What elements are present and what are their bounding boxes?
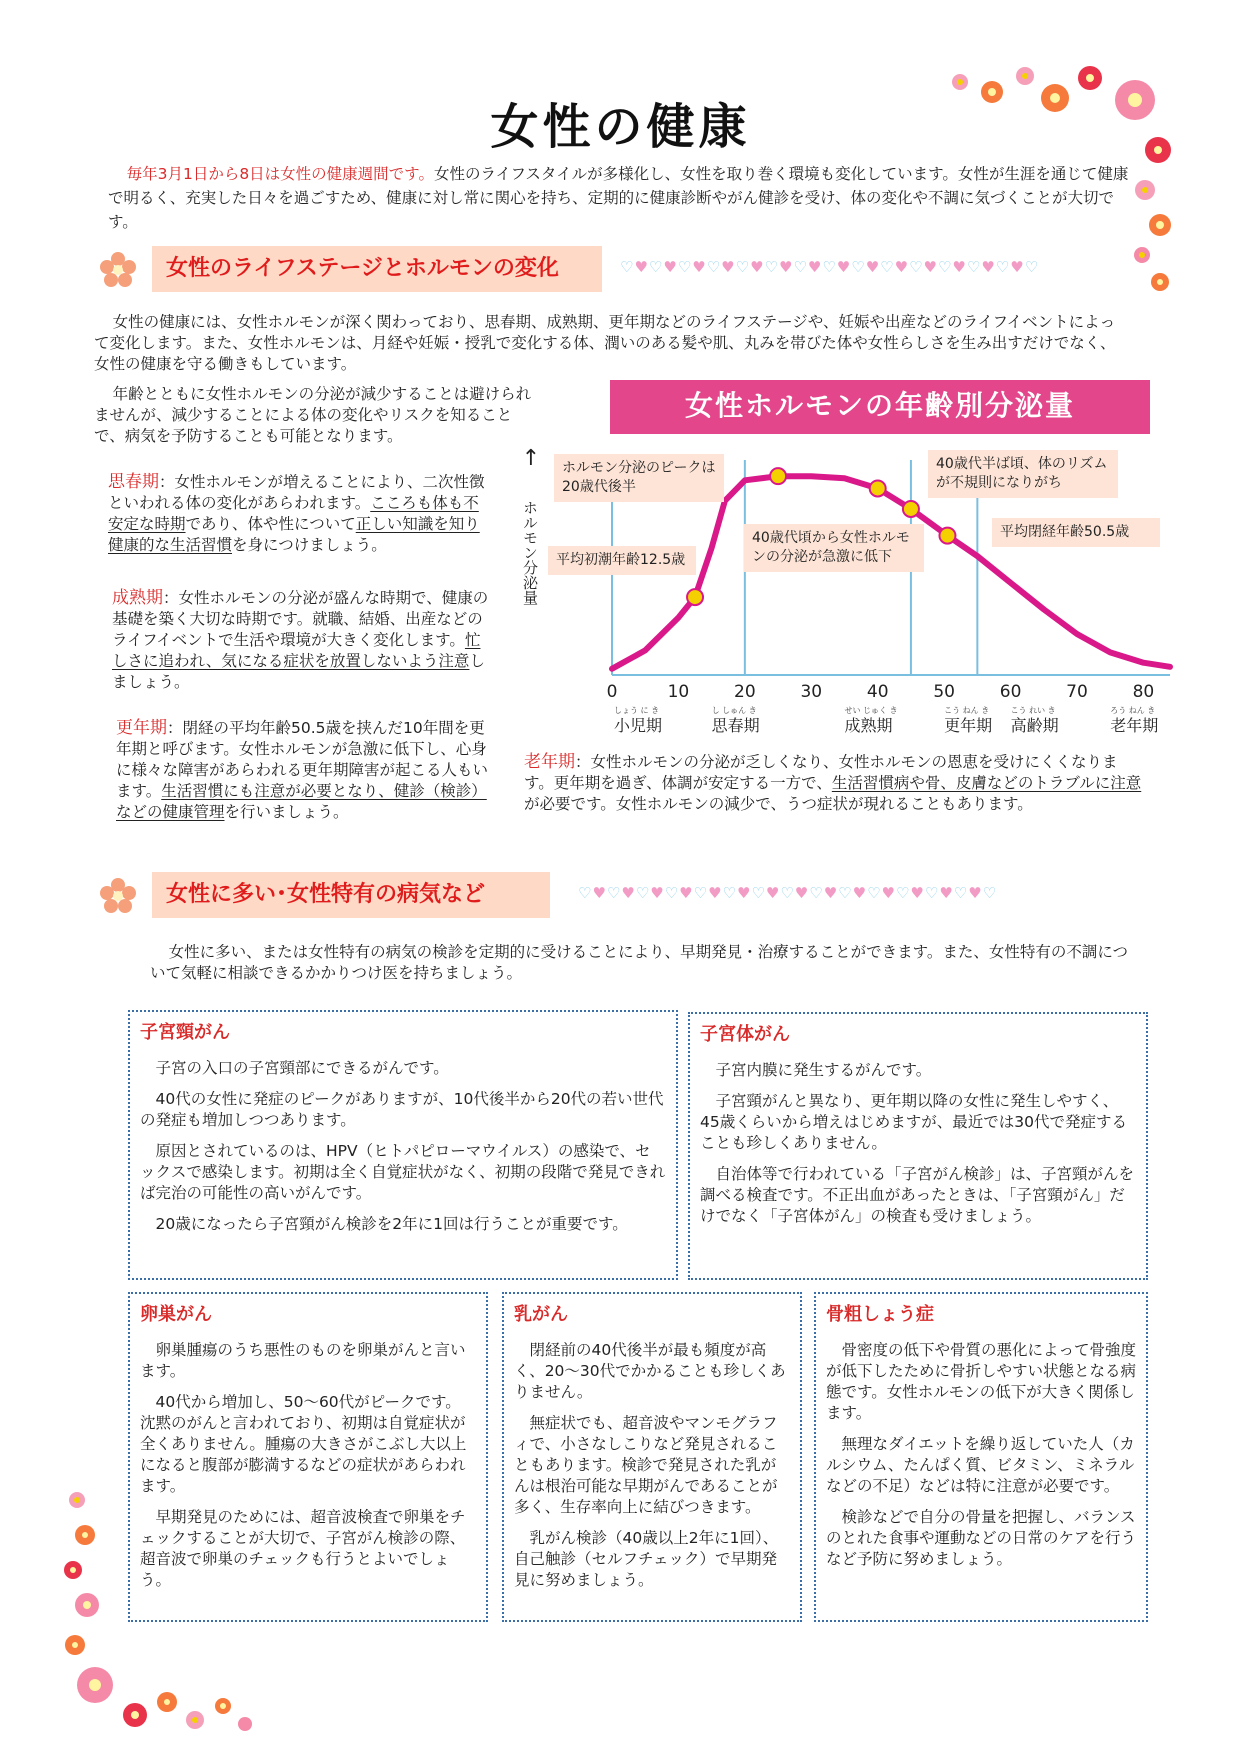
x-tick-label: 80 xyxy=(1132,682,1155,702)
senior-underline: 生活習慣病や骨、皮膚などのトラブルに注意 xyxy=(831,774,1142,792)
callout-peak: ホルモン分泌のピークは20歳代後半 xyxy=(554,454,724,502)
box-text: 自治体等で行われている「子宮がん検診」は、子宮頸がんを調べる検査です。不正出血があったときは、「子宮頸がん」だけでなく「子宮体がん」の検査も受けましょう。 xyxy=(700,1165,1135,1225)
section1-heading: 女性のライフステージとホルモンの変化 xyxy=(152,246,602,292)
intro-paragraph xyxy=(108,162,1138,234)
box-text: 20歳になったら子宮頸がん検診を2年に1回は行うことが重要です。 xyxy=(155,1215,628,1233)
stage-ruby: し しゅん き xyxy=(711,706,757,715)
menopause-paragraph xyxy=(116,718,490,823)
puberty-text: であり、体や性について xyxy=(185,515,356,533)
puberty-text: を身につけましょう。 xyxy=(232,536,387,554)
box-text: 子宮頸がんと異なり、更年期以降の女性に発生しやすく、45歳くらいから増えはじめますが、最近では30代で発症することも珍しくありません。 xyxy=(700,1092,1127,1152)
x-tick-label: 30 xyxy=(800,682,823,702)
menopause-underline: 生活習慣にも注意が必要となり、健診（検診）などの健康管理 xyxy=(116,782,487,821)
x-tick-label: 40 xyxy=(866,682,889,702)
puberty-term: 思春期 xyxy=(108,472,159,492)
section1-paragraph: 女性の健康には、女性ホルモンが深く関わっており、思春期、成熟期、更年期などのライフステージや、妊娠や出産などのライフイベントによって変化します。また、女性ホルモンは、月経や妊娠・授乳で変化する体、潤いのある髪や肌、丸みを帯びた体や女性らしさを生み出すだけでなく、女性の健康を守る働きもしています。 xyxy=(94,313,1116,373)
curve-marker xyxy=(903,501,919,517)
senior-term: 老年期 xyxy=(524,752,575,772)
curve-marker xyxy=(939,528,955,544)
stage-ruby: こう れい き xyxy=(1010,706,1056,715)
intro-text: 女性のライフスタイルが多様化し、女性を取り巻く環境も変化しています。女性が生涯を通じて健康で明るく、充実した日々を過ごすため、健康に対し常に関心を持ち、定期的に健康診断やがん健診を受け、体の変化や不調に気づくことが大切です。 xyxy=(108,165,1129,231)
page-title: 女性の健康 xyxy=(490,99,751,155)
curve-marker xyxy=(870,480,886,496)
menopause-text: を行いましょう。 xyxy=(224,803,349,821)
section1-flower-icon xyxy=(100,252,136,292)
chart-ylabel: ↑ ホルモン分泌量 xyxy=(521,446,541,605)
maturity-text: しましょう。 xyxy=(112,652,485,691)
box-text: 40代の女性に発症のピークがありますが、10代後半から20代の若い世代の発症も増加しつつあります。 xyxy=(140,1090,664,1129)
box-text: 無症状でも、超音波やマンモグラフィで、小さなしこりなど発見されることもあります。検診で発見された乳がんは根治可能な早期がんであることが多く、生存率向上に結びつきます。 xyxy=(514,1414,778,1516)
stage-ruby: しょう に き xyxy=(614,706,660,715)
maturity-text: ：女性ホルモンの分泌が盛んな時期で、健康の基礎を築く大切な時期です。就職、結婚、出産などのライフイベントで生活や環境が大きく変化します。 xyxy=(112,589,489,649)
box-text: 閉経前の40代後半が最も頻度が高く、20～30代でかかることも珍しくありません。 xyxy=(514,1341,786,1401)
chart-title-banner xyxy=(610,380,1150,434)
puberty-underline: こころも体も不安定な時期 xyxy=(108,494,479,533)
section2-heading: 女性に多い･女性特有の病気など xyxy=(152,872,550,918)
box-title: 骨粗しょう症 xyxy=(826,1304,934,1325)
curve-marker xyxy=(687,589,703,605)
chart-title: 女性ホルモンの年齢別分泌量 xyxy=(684,389,1075,422)
puberty-underline: 正しい知識を知り健康的な生活習慣 xyxy=(108,515,480,554)
x-tick-label: 0 xyxy=(606,682,618,702)
stage-label: 思春期 xyxy=(711,716,760,735)
section2-paragraph: 女性に多い、または女性特有の病気の検診を定期的に受けることにより、早期発見・治療することができます。また、女性特有の不調について気軽に相談できるかかりつけ医を持ちましょう。 xyxy=(150,943,1129,982)
chart-ylabel-text: ホルモン分泌量 xyxy=(521,500,539,605)
callout-decline: 40歳代頃から女性ホルモンの分泌が急激に低下 xyxy=(744,524,924,572)
box-title: 乳がん xyxy=(514,1304,568,1325)
box-text: 卵巣腫瘍のうち悪性のものを卵巣がんと言います。 xyxy=(140,1341,466,1380)
menopause-text: ：閉経の平均年齢50.5歳を挟んだ10年間を更年期と呼びます。女性ホルモンが急激に低下し、心身に様々な障害があらわれる更年期障害が起こる人もいます。 xyxy=(116,719,489,800)
intro-highlight: 毎年3月1日から8日は女性の健康週間です。 xyxy=(126,165,434,183)
callout-rhythm: 40歳代半ば頃、体のリズムが不規則になりがち xyxy=(928,450,1118,498)
stage-ruby: ろう ねん き xyxy=(1110,706,1156,715)
box-cervical-cancer xyxy=(128,1010,678,1280)
x-tick-label: 10 xyxy=(667,682,690,702)
puberty-paragraph xyxy=(108,472,493,556)
senior-text: ：女性ホルモンの分泌が乏しくなり、女性ホルモンの恩恵を受けにくくなります。更年期を過ぎ、体調が安定する一方で、 xyxy=(524,753,1118,792)
puberty-text: ：女性ホルモンが増えることにより、二次性徴といわれる体の変化があらわれます。 xyxy=(108,473,485,512)
box-text: 早期発見のためには、超音波検査で卵巣をチェックすることが大切で、子宮がん検診の際、超音波で卵巣のチェックも行うとよいでしょう。 xyxy=(140,1508,466,1589)
menopause-term: 更年期 xyxy=(116,718,167,738)
aging-paragraph: 年齢とともに女性ホルモンの分泌が減少することは避けられませんが、減少することによる体の変化やリスクを知ることで、病気を予防することも可能となります。 xyxy=(94,385,532,445)
box-title: 子宮頸がん xyxy=(140,1022,230,1043)
maturity-term: 成熟期 xyxy=(112,588,163,608)
x-tick-label: 70 xyxy=(1066,682,1088,702)
stage-ruby: こう ねん き xyxy=(944,706,990,715)
x-tick-label: 20 xyxy=(734,682,756,702)
heart-row-1: ♡♥♡♥♡♥♡♥♡♥♡♥♡♥♡♥♡♥♡♥♡♥♡♥♡♥♡♥♡ xyxy=(620,258,1040,276)
heart-row-2: ♡♥♡♥♡♥♡♥♡♥♡♥♡♥♡♥♡♥♡♥♡♥♡♥♡♥♡♥♡ xyxy=(578,884,998,902)
senior-paragraph xyxy=(524,752,1144,815)
box-text: 子宮内膜に発生するがんです。 xyxy=(715,1061,932,1079)
box-text: 子宮の入口の子宮頸部にできるがんです。 xyxy=(155,1059,449,1077)
stage-label: 高齢期 xyxy=(1010,716,1059,735)
stage-label: 更年期 xyxy=(944,716,993,735)
box-title: 卵巣がん xyxy=(140,1304,212,1325)
x-tick-label: 60 xyxy=(999,682,1022,702)
callout-menopause-age: 平均閉経年齢50.5歳 xyxy=(992,518,1160,547)
box-text: 検診などで自分の骨量を把握し、バランスのとれた食事や運動などの日常のケアを行うなど予防に努めましょう。 xyxy=(826,1508,1137,1568)
stage-ruby: せい じゅく き xyxy=(844,706,898,715)
callout-menarche: 平均初潮年齢12.5歳 xyxy=(548,546,696,575)
maturity-paragraph xyxy=(112,588,490,693)
box-uterine-cancer xyxy=(688,1012,1148,1280)
box-text: 原因とされているのは、HPV（ヒトパピローマウイルス）の感染で、セックスで感染します。初期は全く自覚症状がなく、初期の段階で発見できれば完治の可能性の高いがんです。 xyxy=(140,1142,666,1202)
stage-label: 成熟期 xyxy=(844,716,893,735)
box-text: 乳がん検診（40歳以上2年に1回）、自己触診（セルフチェック）で早期発見に努めましょう。 xyxy=(514,1529,779,1589)
box-breast-cancer xyxy=(502,1292,802,1622)
senior-text: が必要です。女性ホルモンの減少で、うつ症状が現れることもあります。 xyxy=(524,795,1033,813)
box-title: 子宮体がん xyxy=(700,1024,790,1045)
maturity-underline: 忙しさに追われ、気になる症状を放置しないよう注意 xyxy=(112,631,481,670)
box-ovarian-cancer xyxy=(128,1292,488,1622)
curve-marker xyxy=(770,468,786,484)
section2-flower-icon xyxy=(100,878,136,918)
box-text: 40代から増加し、50～60代がピークです。沈黙のがんと言われており、初期は自覚症状が全くありません。腫瘍の大きさがこぶし大以上になると腹部が膨満するなどの症状があらわれます。 xyxy=(140,1393,467,1495)
box-osteoporosis xyxy=(814,1292,1148,1622)
stage-label: 老年期 xyxy=(1110,716,1159,735)
stage-label: 小児期 xyxy=(614,716,663,735)
box-text: 無理なダイエットを繰り返していた人（カルシウム、たんぱく質、ビタミン、ミネラルなどの不足）などは特に注意が必要です。 xyxy=(826,1435,1135,1495)
x-tick-label: 50 xyxy=(933,682,955,702)
box-text: 骨密度の低下や骨質の悪化によって骨強度が低下したために骨折しやすい状態となる病態です。女性ホルモンの低下が大きく関係します。 xyxy=(826,1341,1137,1422)
